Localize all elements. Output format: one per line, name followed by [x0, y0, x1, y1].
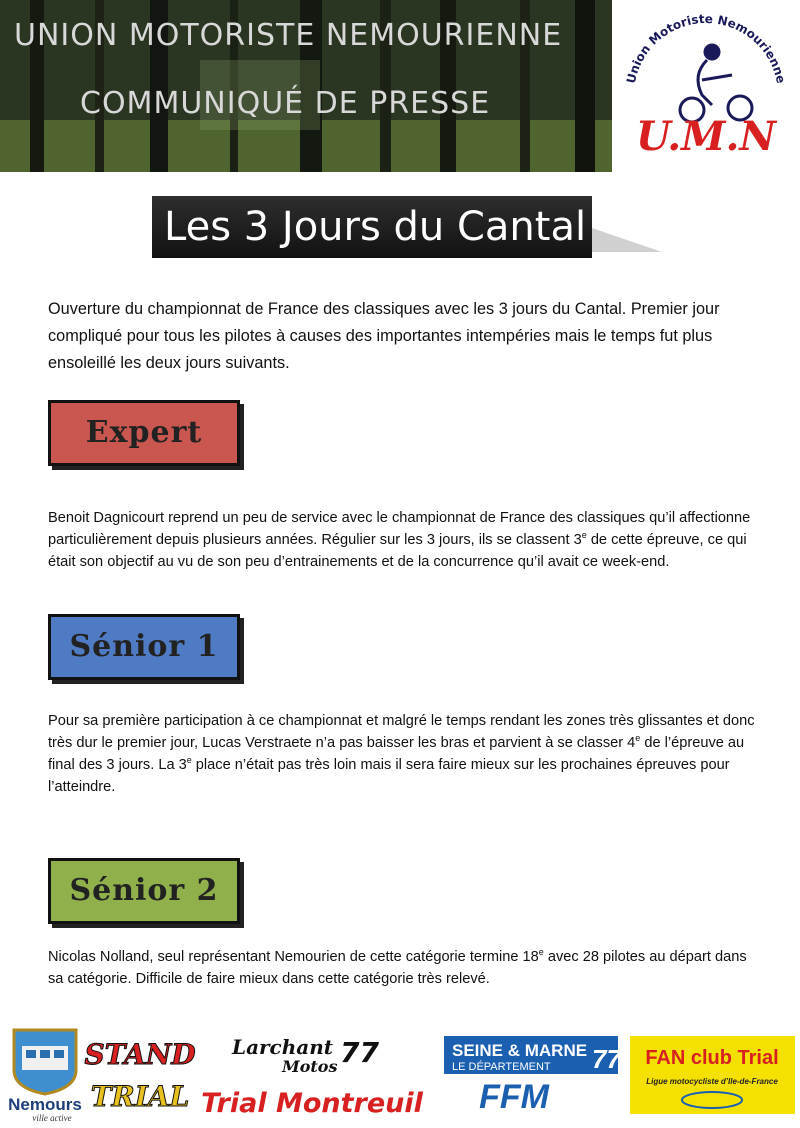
- rider-icon: [680, 45, 752, 122]
- fan-club-trial-logo: [630, 1036, 795, 1114]
- seine-marne-number: 77: [592, 1044, 621, 1074]
- section-badge-senior-1: Sénior 1: [48, 614, 240, 680]
- fan-club-label: FAN club Trial: [645, 1047, 779, 1069]
- senior-1-paragraph: Pour sa première participation à ce championnat et malgré le temps rendant les zones très glissantes et donc très dur le premier jour, Lucas Verstraete n’a pas baisser les bras et parvient à se classer 4e de l’épreuve au final des 3 jours. La 3e place n’était pas très loin mais il sera faire mieux sur les prochaines épreuves pour l’atteindre.: [48, 713, 755, 795]
- trial-label: TRIAL: [90, 1080, 190, 1113]
- ligue-label: Ligue motocycliste d’Ile-de-France: [646, 1077, 778, 1086]
- title-banner-tail: [592, 228, 662, 252]
- umn-logo: [612, 0, 800, 172]
- senior-2-paragraph: Nicolas Nolland, seul représentant Nemourien de cette catégorie termine 18e avec 28 pilotes au départ dans sa catégorie. Difficile de faire mieux dans cette catégorie très relevé.: [48, 947, 747, 987]
- logo-letters: U.M.N: [636, 113, 776, 160]
- logo-arc-text: Union Motoriste Nemourienne: [623, 11, 789, 85]
- expert-paragraph: Benoit Dagnicourt reprend un peu de service avec le championnat de France des classiques qu’il affectionne particulièrement depuis plusieurs années. Régulier sur les 3 jours, ils se classent 3e de cette épreuve, ce qui était son objectif au vu de son peu d’entrainements et de la concurrence qu’il avait ce week-end.: [48, 510, 751, 570]
- header-title: UNION MOTORISTE NEMOURIENNE: [14, 18, 563, 53]
- departement-label: LE DÉPARTEMENT: [452, 1061, 551, 1073]
- nemours-sub: ville active: [32, 1113, 72, 1123]
- header-subtitle: COMMUNIQUÉ DE PRESSE: [80, 86, 491, 121]
- header-banner: [0, 0, 800, 172]
- trial-montreuil-label: Trial Montreuil: [201, 1088, 423, 1119]
- larchant-motos-logo: [201, 1035, 424, 1119]
- page-title: Les 3 Jours du Cantal: [152, 196, 592, 258]
- intro-paragraph: Ouverture du championnat de France des classiques avec les 3 jours du Cantal. Premier jour compliqué pour tous les pilotes à causes des importantes intempéries mais le temps fut plus ensoleillé les deux jours suivants.: [48, 300, 720, 372]
- stand-label: STAND: [84, 1038, 196, 1071]
- section-badge-senior-2: Sénior 2: [48, 858, 240, 924]
- motos-label: Motos: [282, 1057, 338, 1076]
- ffm-label: FFM: [479, 1078, 549, 1116]
- title-banner: [152, 196, 592, 258]
- larchant-label: Larchant: [232, 1035, 334, 1059]
- section-badge-expert: Expert: [48, 400, 240, 466]
- stand-trial-logo: [84, 1038, 196, 1113]
- sponsor-logos: [0, 1020, 800, 1123]
- seine-marne-logo: [444, 1036, 622, 1116]
- nemours-logo: [8, 1030, 82, 1123]
- larchant-number: 77: [340, 1036, 379, 1069]
- seine-marne-label: SEINE & MARNE: [452, 1041, 588, 1060]
- nemours-label: Nemours: [8, 1095, 82, 1114]
